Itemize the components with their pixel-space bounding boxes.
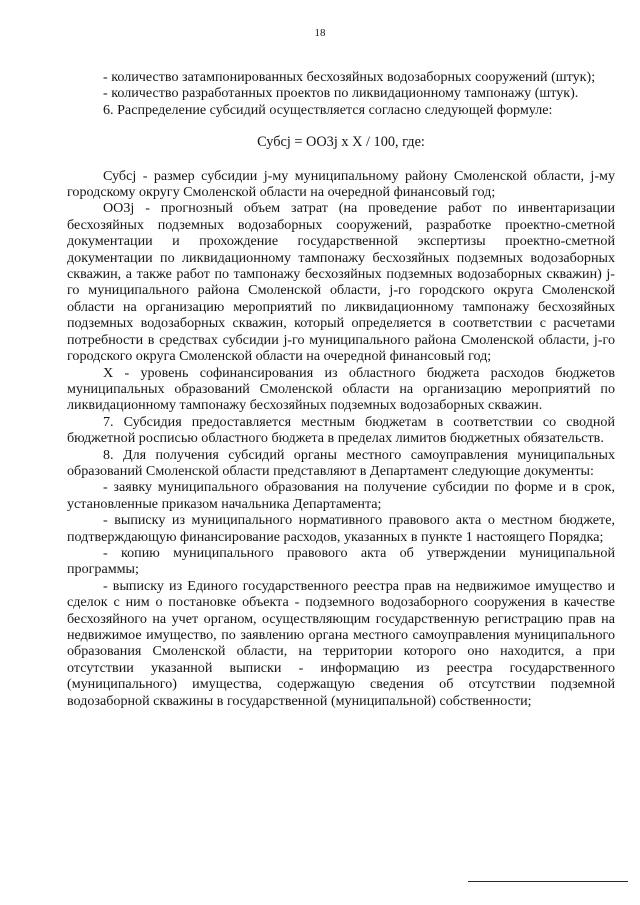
paragraph-list-item: - количество затампонированных бесхозяйных водозаборных сооружений (штук); bbox=[103, 69, 596, 85]
paragraph-definition-oo3: OO3j - прогнозный объем затрат (на проведение работ по инвентаризации бесхозяйных подземных водозаборных сооружений, разработке проектно-сметной документации и прохождение государственной экспертизы проектно-сметной документации по ликвидационному тампонажу бесхозяйных подземных водозаборных скважин, а также работ по тампонажу бесхозяйных подземных водозаборных скважин) j-го муниципального района Смоленской области, j-го городского округа Смоленской области на организацию мероприятий по ликвидационному тампонажу бесхозяйных подземных водозаборных скважин, который определяется в соответствии с расчетами потребности в средствах субсидии j-го муниципального района Смоленской области, j-го городского округа Смоленской области на очередной финансовый год; bbox=[67, 200, 615, 365]
paragraph-list-item: - выписку из Единого государственного реестра прав на недвижимое имущество и сделок с ним о постановке объекта - подземного водозаборного сооружения в качестве бесхозяйного на учет органом, осуществляющим государственную регистрацию прав на недвижимое имущество, по заявлению органа местного самоуправления муниципального образования Смоленской области, на территории которого оно находится, а при отсутствии указанной выписки - информацию из реестра государственного (муниципального) имущества, содержащую сведения об отсутствии подземной водозаборной скважины в государственной (муниципальной) собственности; bbox=[67, 577, 615, 709]
paragraph-list-item: - заявку муниципального образования на получение субсидии по форме и в срок, установленные приказом начальника Департамента; bbox=[67, 479, 615, 512]
footer-rule bbox=[468, 881, 628, 882]
paragraph-section-8: 8. Для получения субсидий органы местного самоуправления муниципальных образований Смоленской области представляют в Департамент следующие документы: bbox=[67, 446, 615, 479]
subsidy-formula: Субсj = OO3j x X / 100, где: bbox=[257, 134, 425, 151]
page-number: 18 bbox=[314, 27, 326, 39]
paragraph-list-item: - количество разработанных проектов по ликвидационному тампонажу (штук). bbox=[103, 85, 579, 102]
paragraph-definition-x: X - уровень софинансирования из областного бюджета расходов бюджетов муниципальных образований Смоленской области на организацию мероприятий по ликвидационному тампонажу бесхозяйных подземных водозаборных скважин. bbox=[67, 364, 615, 414]
paragraph-section-7: 7. Субсидия предоставляется местным бюджетам в соответствии со сводной бюджетной росписью областного бюджета в пределах лимитов бюджетных обязательств. bbox=[67, 413, 615, 447]
document-body bbox=[67, 69, 615, 709]
paragraph-list-item: - выписку из муниципального нормативного правового акта о местном бюджете, подтверждающую финансирование расходов, указанных в пункте 1 настоящего Порядка; bbox=[67, 512, 615, 545]
paragraph-list-item: - копию муниципального правового акта об утверждении муниципальной программы; bbox=[67, 544, 615, 578]
paragraph-section-6: 6. Распределение субсидий осуществляется согласно следующей формуле: bbox=[103, 101, 553, 118]
paragraph-definition-subs: Субсj - размер субсидии j-му муниципальному району Смоленской области, j-му городскому округу Смоленской области на очередной финансовый год; bbox=[67, 167, 615, 201]
